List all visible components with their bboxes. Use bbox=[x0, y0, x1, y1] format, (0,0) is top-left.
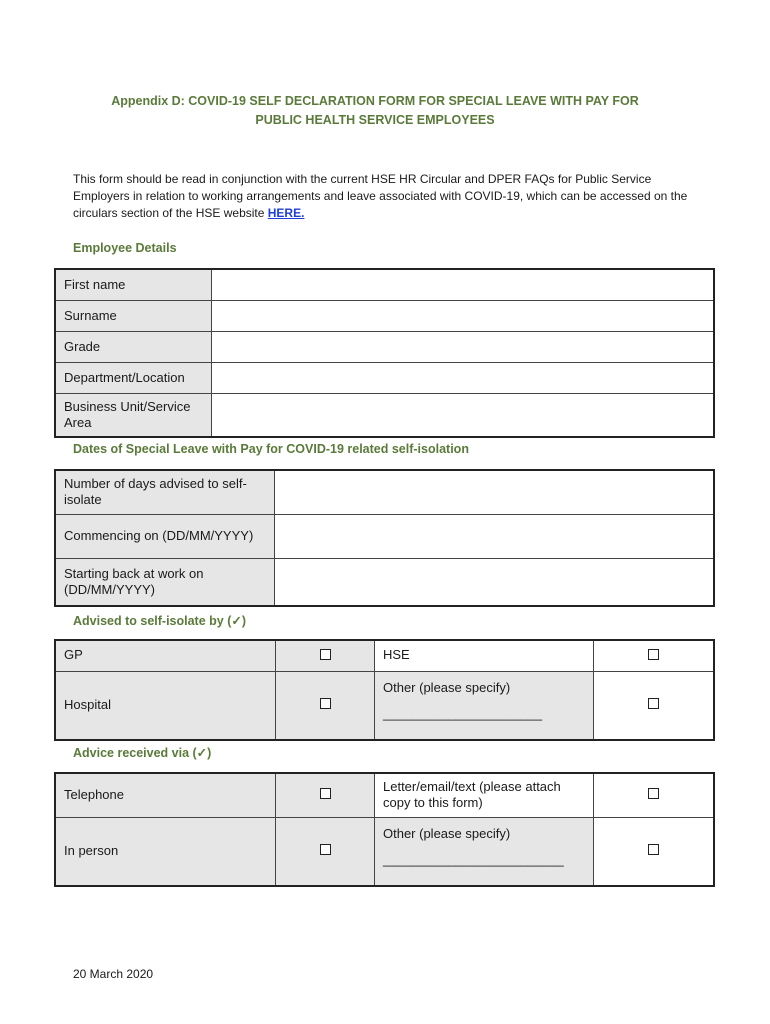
advice-other-checkbox-cell[interactable] bbox=[594, 817, 715, 886]
advice-other-cell bbox=[375, 817, 594, 886]
business-unit-field[interactable] bbox=[212, 393, 715, 437]
intro-paragraph bbox=[73, 171, 693, 222]
advice-via-heading: Advice received via (✓) bbox=[73, 746, 212, 760]
advised-other-label: Other (please specify) bbox=[383, 679, 511, 695]
employee-details-heading: Employee Details bbox=[73, 241, 177, 255]
days-advised-field[interactable] bbox=[275, 470, 715, 514]
department-location-field[interactable] bbox=[212, 362, 715, 393]
advised-by-heading: Advised to self-isolate by (✓) bbox=[73, 614, 247, 628]
department-location-label: Department/Location bbox=[55, 362, 212, 393]
telephone-checkbox-cell[interactable] bbox=[276, 773, 375, 817]
telephone-checkbox[interactable] bbox=[320, 788, 331, 799]
hospital-label: Hospital bbox=[55, 671, 276, 740]
hse-checkbox-cell[interactable] bbox=[594, 640, 715, 671]
in-person-checkbox-cell[interactable] bbox=[276, 817, 375, 886]
advice-other-checkbox[interactable] bbox=[648, 844, 659, 855]
grade-label: Grade bbox=[55, 331, 212, 362]
advice-other-label: Other (please specify) bbox=[383, 825, 511, 841]
starting-back-field[interactable] bbox=[275, 558, 715, 606]
in-person-label: In person bbox=[55, 817, 276, 886]
days-advised-label: Number of days advised to self-isolate bbox=[55, 470, 275, 514]
commencing-on-label: Commencing on (DD/MM/YYYY) bbox=[55, 514, 275, 558]
gp-label: GP bbox=[55, 640, 276, 671]
form-title bbox=[60, 92, 690, 130]
surname-field[interactable] bbox=[212, 300, 715, 331]
advised-other-checkbox-cell[interactable] bbox=[594, 671, 715, 740]
first-name-field[interactable] bbox=[212, 269, 715, 300]
hse-website-link[interactable]: HERE. bbox=[267, 206, 305, 220]
advice-other-specify-line[interactable]: _________________________ bbox=[383, 851, 564, 867]
intro-text: This form should be read in conjunction with the current HSE HR Circular and DPER FAQs for Public Service Employers in relation to working arrangements and leave associated with COVID-19, which can be accessed on the circulars section of the HSE website bbox=[73, 172, 688, 220]
footer-date: 20 March 2020 bbox=[73, 967, 154, 981]
advised-other-specify-line[interactable]: ______________________ bbox=[383, 705, 543, 721]
first-name-label: First name bbox=[55, 269, 212, 300]
starting-back-label: Starting back at work on (DD/MM/YYYY) bbox=[55, 558, 275, 606]
commencing-on-field[interactable] bbox=[275, 514, 715, 558]
telephone-label: Telephone bbox=[55, 773, 276, 817]
business-unit-label: Business Unit/Service Area bbox=[55, 393, 212, 437]
form-title-line-1: Appendix D: COVID-19 SELF DECLARATION FORM FOR SPECIAL LEAVE WITH PAY FOR bbox=[111, 94, 639, 108]
grade-field[interactable] bbox=[212, 331, 715, 362]
hse-label: HSE bbox=[375, 640, 594, 671]
in-person-checkbox[interactable] bbox=[320, 844, 331, 855]
letter-checkbox[interactable] bbox=[648, 788, 659, 799]
surname-label: Surname bbox=[55, 300, 212, 331]
advice-via-table bbox=[54, 772, 715, 887]
hse-checkbox[interactable] bbox=[648, 649, 659, 660]
advised-by-table bbox=[54, 639, 715, 741]
advised-other-cell bbox=[375, 671, 594, 740]
letter-checkbox-cell[interactable] bbox=[594, 773, 715, 817]
gp-checkbox-cell[interactable] bbox=[276, 640, 375, 671]
advised-other-checkbox[interactable] bbox=[648, 698, 659, 709]
gp-checkbox[interactable] bbox=[320, 649, 331, 660]
dates-heading: Dates of Special Leave with Pay for COVID-19 related self-isolation bbox=[73, 442, 469, 456]
employee-details-table bbox=[54, 268, 715, 438]
hospital-checkbox-cell[interactable] bbox=[276, 671, 375, 740]
form-title-line-2: PUBLIC HEALTH SERVICE EMPLOYEES bbox=[255, 113, 495, 127]
dates-table bbox=[54, 469, 715, 607]
letter-label: Letter/email/text (please attach copy to this form) bbox=[375, 773, 594, 817]
hospital-checkbox[interactable] bbox=[320, 698, 331, 709]
